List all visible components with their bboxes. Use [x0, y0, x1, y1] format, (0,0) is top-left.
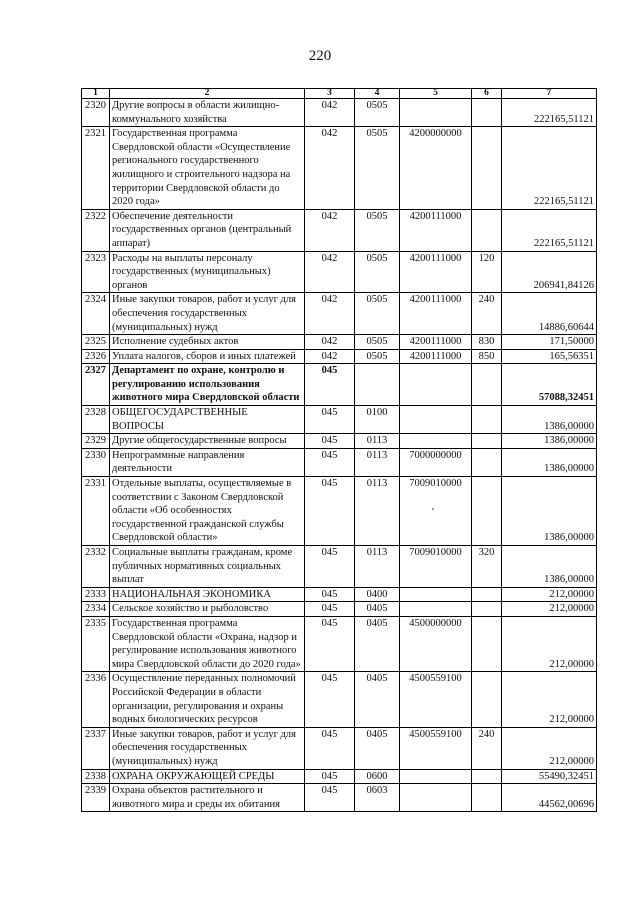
- row-expense-type: 830: [472, 335, 502, 350]
- row-target-code: [400, 99, 472, 127]
- row-number: 2326: [82, 349, 110, 364]
- row-amount: 57088,32451: [502, 364, 597, 406]
- row-description: Сельское хозяйство и рыболовство: [110, 602, 305, 617]
- page-number: 220: [308, 48, 332, 64]
- row-amount: 222165,51121: [502, 127, 597, 210]
- table-row: [82, 251, 597, 293]
- row-section-code: 0405: [355, 602, 400, 617]
- row-section-code: 0505: [355, 209, 400, 251]
- row-description: Отдельные выплаты, осуществляемые в соответствии с Законом Свердловской области «Об особенностях государственной гражданской службы Свердловской области»: [110, 477, 305, 546]
- row-target-code: 4500000000: [400, 616, 472, 671]
- row-amount: 165,56351: [502, 349, 597, 364]
- row-expense-type: [472, 434, 502, 449]
- row-description: Охрана объектов растительного и животного мира и среды их обитания: [110, 784, 305, 812]
- row-expense-type: 120: [472, 251, 502, 293]
- table-row: [82, 727, 597, 769]
- column-header: 3: [305, 89, 355, 99]
- table-row: [82, 784, 597, 812]
- row-expense-type: [472, 127, 502, 210]
- row-description: Осуществление переданных полномочий Российской Федерации в области организации, регулирования и охраны водных биологических ресурсов: [110, 672, 305, 727]
- row-section-code: 0400: [355, 587, 400, 602]
- table-row: [82, 127, 597, 210]
- column-header: 2: [110, 89, 305, 99]
- row-number: 2324: [82, 293, 110, 335]
- row-description: Департамент по охране, контролю и регулированию использования животного мира Свердловской области: [110, 364, 305, 406]
- row-amount: 212,00000: [502, 727, 597, 769]
- row-section-code: 0505: [355, 99, 400, 127]
- row-department-code: 042: [305, 349, 355, 364]
- row-department-code: 045: [305, 448, 355, 476]
- row-amount: 212,00000: [502, 616, 597, 671]
- row-target-code: 4200111000: [400, 293, 472, 335]
- row-description: НАЦИОНАЛЬНАЯ ЭКОНОМИКА: [110, 587, 305, 602]
- table-row: [82, 349, 597, 364]
- row-number: 2337: [82, 727, 110, 769]
- table-row: [82, 434, 597, 449]
- row-department-code: 045: [305, 602, 355, 617]
- row-amount: 55490,32451: [502, 769, 597, 784]
- row-department-code: 045: [305, 672, 355, 727]
- row-target-code: 7009010000: [400, 546, 472, 588]
- row-description: Другие общегосударственные вопросы: [110, 434, 305, 449]
- row-target-code: [400, 434, 472, 449]
- row-section-code: 0405: [355, 672, 400, 727]
- row-target-code: 4200111000: [400, 209, 472, 251]
- row-description: Исполнение судебных актов: [110, 335, 305, 350]
- row-description: ОБЩЕГОСУДАРСТВЕННЫЕ ВОПРОСЫ: [110, 406, 305, 434]
- row-target-code: 4500559100: [400, 672, 472, 727]
- budget-table: [81, 88, 597, 812]
- row-target-code: [400, 406, 472, 434]
- row-description: Непрограммные направления деятельности: [110, 448, 305, 476]
- row-number: 2334: [82, 602, 110, 617]
- row-department-code: 045: [305, 434, 355, 449]
- row-amount: 212,00000: [502, 672, 597, 727]
- row-expense-type: [472, 602, 502, 617]
- table-row: [82, 477, 597, 546]
- row-amount: 222165,51121: [502, 209, 597, 251]
- row-target-code: 7000000000: [400, 448, 472, 476]
- row-number: 2331: [82, 477, 110, 546]
- row-department-code: 045: [305, 727, 355, 769]
- row-section-code: [355, 364, 400, 406]
- row-department-code: 045: [305, 477, 355, 546]
- row-number: 2339: [82, 784, 110, 812]
- row-section-code: 0505: [355, 349, 400, 364]
- row-number: 2332: [82, 546, 110, 588]
- row-expense-type: [472, 672, 502, 727]
- row-number: 2338: [82, 769, 110, 784]
- row-number: 2328: [82, 406, 110, 434]
- table-row: [82, 99, 597, 127]
- row-description: Другие вопросы в области жилищно-коммунального хозяйства: [110, 99, 305, 127]
- row-section-code: 0505: [355, 251, 400, 293]
- table-row: [82, 335, 597, 350]
- header-row: [82, 89, 597, 99]
- row-target-code: 4200111000: [400, 251, 472, 293]
- row-expense-type: [472, 477, 502, 546]
- column-header: 6: [472, 89, 502, 99]
- row-target-code: 4200111000: [400, 335, 472, 350]
- row-expense-type: [472, 769, 502, 784]
- row-number: 2325: [82, 335, 110, 350]
- row-section-code: 0113: [355, 477, 400, 546]
- row-target-code: 4200111000: [400, 349, 472, 364]
- row-expense-type: [472, 406, 502, 434]
- row-amount: 1386,00000: [502, 434, 597, 449]
- row-number: 2330: [82, 448, 110, 476]
- row-department-code: 045: [305, 587, 355, 602]
- row-section-code: 0600: [355, 769, 400, 784]
- row-expense-type: [472, 364, 502, 406]
- row-number: 2333: [82, 587, 110, 602]
- row-amount: 1386,00000: [502, 406, 597, 434]
- row-amount: 44562,00696: [502, 784, 597, 812]
- row-section-code: 0505: [355, 293, 400, 335]
- row-target-code: [400, 364, 472, 406]
- table-body: [82, 99, 597, 812]
- table-row: [82, 546, 597, 588]
- row-department-code: 042: [305, 209, 355, 251]
- row-target-code: 7009010000: [400, 477, 472, 546]
- row-expense-type: 850: [472, 349, 502, 364]
- row-department-code: 045: [305, 546, 355, 588]
- row-section-code: 0405: [355, 616, 400, 671]
- row-target-code: [400, 769, 472, 784]
- row-section-code: 0100: [355, 406, 400, 434]
- row-target-code: [400, 602, 472, 617]
- row-description: Уплата налогов, сборов и иных платежей: [110, 349, 305, 364]
- table-row: [82, 406, 597, 434]
- row-target-code: 4500559100: [400, 727, 472, 769]
- row-department-code: 045: [305, 784, 355, 812]
- row-expense-type: [472, 616, 502, 671]
- row-department-code: 042: [305, 127, 355, 210]
- table-row: [82, 364, 597, 406]
- row-description: Социальные выплаты гражданам, кроме публичных нормативных социальных выплат: [110, 546, 305, 588]
- row-amount: 1386,00000: [502, 448, 597, 476]
- row-target-code: 4200000000: [400, 127, 472, 210]
- row-expense-type: [472, 209, 502, 251]
- row-description: Иные закупки товаров, работ и услуг для обеспечения государственных (муниципальных) нужд: [110, 727, 305, 769]
- row-expense-type: [472, 448, 502, 476]
- row-description: Расходы на выплаты персоналу государственных (муниципальных) органов: [110, 251, 305, 293]
- row-description: Государственная программа Свердловской области «Охрана, надзор и регулирование использования животного мира Свердловской области до 2020 года»: [110, 616, 305, 671]
- row-amount: 14886,60644: [502, 293, 597, 335]
- column-header: 5: [400, 89, 472, 99]
- row-department-code: 045: [305, 616, 355, 671]
- row-amount: 1386,00000: [502, 477, 597, 546]
- row-description: Иные закупки товаров, работ и услуг для обеспечения государственных (муниципальных) нужд: [110, 293, 305, 335]
- row-expense-type: 240: [472, 727, 502, 769]
- row-section-code: 0113: [355, 434, 400, 449]
- row-description: Обеспечение деятельности государственных органов (центральный аппарат): [110, 209, 305, 251]
- row-department-code: 042: [305, 99, 355, 127]
- row-section-code: 0405: [355, 727, 400, 769]
- row-section-code: 0113: [355, 546, 400, 588]
- table-row: [82, 293, 597, 335]
- table-row: [82, 672, 597, 727]
- row-expense-type: [472, 784, 502, 812]
- row-expense-type: [472, 587, 502, 602]
- row-department-code: 045: [305, 406, 355, 434]
- row-amount: 1386,00000: [502, 546, 597, 588]
- table-row: [82, 209, 597, 251]
- table-row: [82, 448, 597, 476]
- row-number: 2323: [82, 251, 110, 293]
- scan-speck: [432, 508, 434, 510]
- row-department-code: 042: [305, 293, 355, 335]
- row-expense-type: [472, 99, 502, 127]
- row-description: ОХРАНА ОКРУЖАЮЩЕЙ СРЕДЫ: [110, 769, 305, 784]
- row-expense-type: 320: [472, 546, 502, 588]
- row-department-code: 045: [305, 364, 355, 406]
- table-row: [82, 602, 597, 617]
- row-target-code: [400, 784, 472, 812]
- row-amount: 206941,84126: [502, 251, 597, 293]
- row-department-code: 042: [305, 335, 355, 350]
- row-number: 2335: [82, 616, 110, 671]
- row-expense-type: 240: [472, 293, 502, 335]
- row-target-code: [400, 587, 472, 602]
- row-section-code: 0603: [355, 784, 400, 812]
- row-number: 2336: [82, 672, 110, 727]
- row-amount: 212,00000: [502, 602, 597, 617]
- column-header: 4: [355, 89, 400, 99]
- column-header: 7: [502, 89, 597, 99]
- row-section-code: 0113: [355, 448, 400, 476]
- table-row: [82, 769, 597, 784]
- row-number: 2321: [82, 127, 110, 210]
- table-row: [82, 616, 597, 671]
- column-header: 1: [82, 89, 110, 99]
- row-amount: 222165,51121: [502, 99, 597, 127]
- row-amount: 171,50000: [502, 335, 597, 350]
- row-description: Государственная программа Свердловской области «Осуществление регионального государственного жилищного и строительного надзора на территории Свердловской области до 2020 года»: [110, 127, 305, 210]
- row-number: 2320: [82, 99, 110, 127]
- row-department-code: 045: [305, 769, 355, 784]
- row-department-code: 042: [305, 251, 355, 293]
- row-number: 2327: [82, 364, 110, 406]
- row-number: 2322: [82, 209, 110, 251]
- row-section-code: 0505: [355, 335, 400, 350]
- row-number: 2329: [82, 434, 110, 449]
- row-section-code: 0505: [355, 127, 400, 210]
- table-row: [82, 587, 597, 602]
- row-amount: 212,00000: [502, 587, 597, 602]
